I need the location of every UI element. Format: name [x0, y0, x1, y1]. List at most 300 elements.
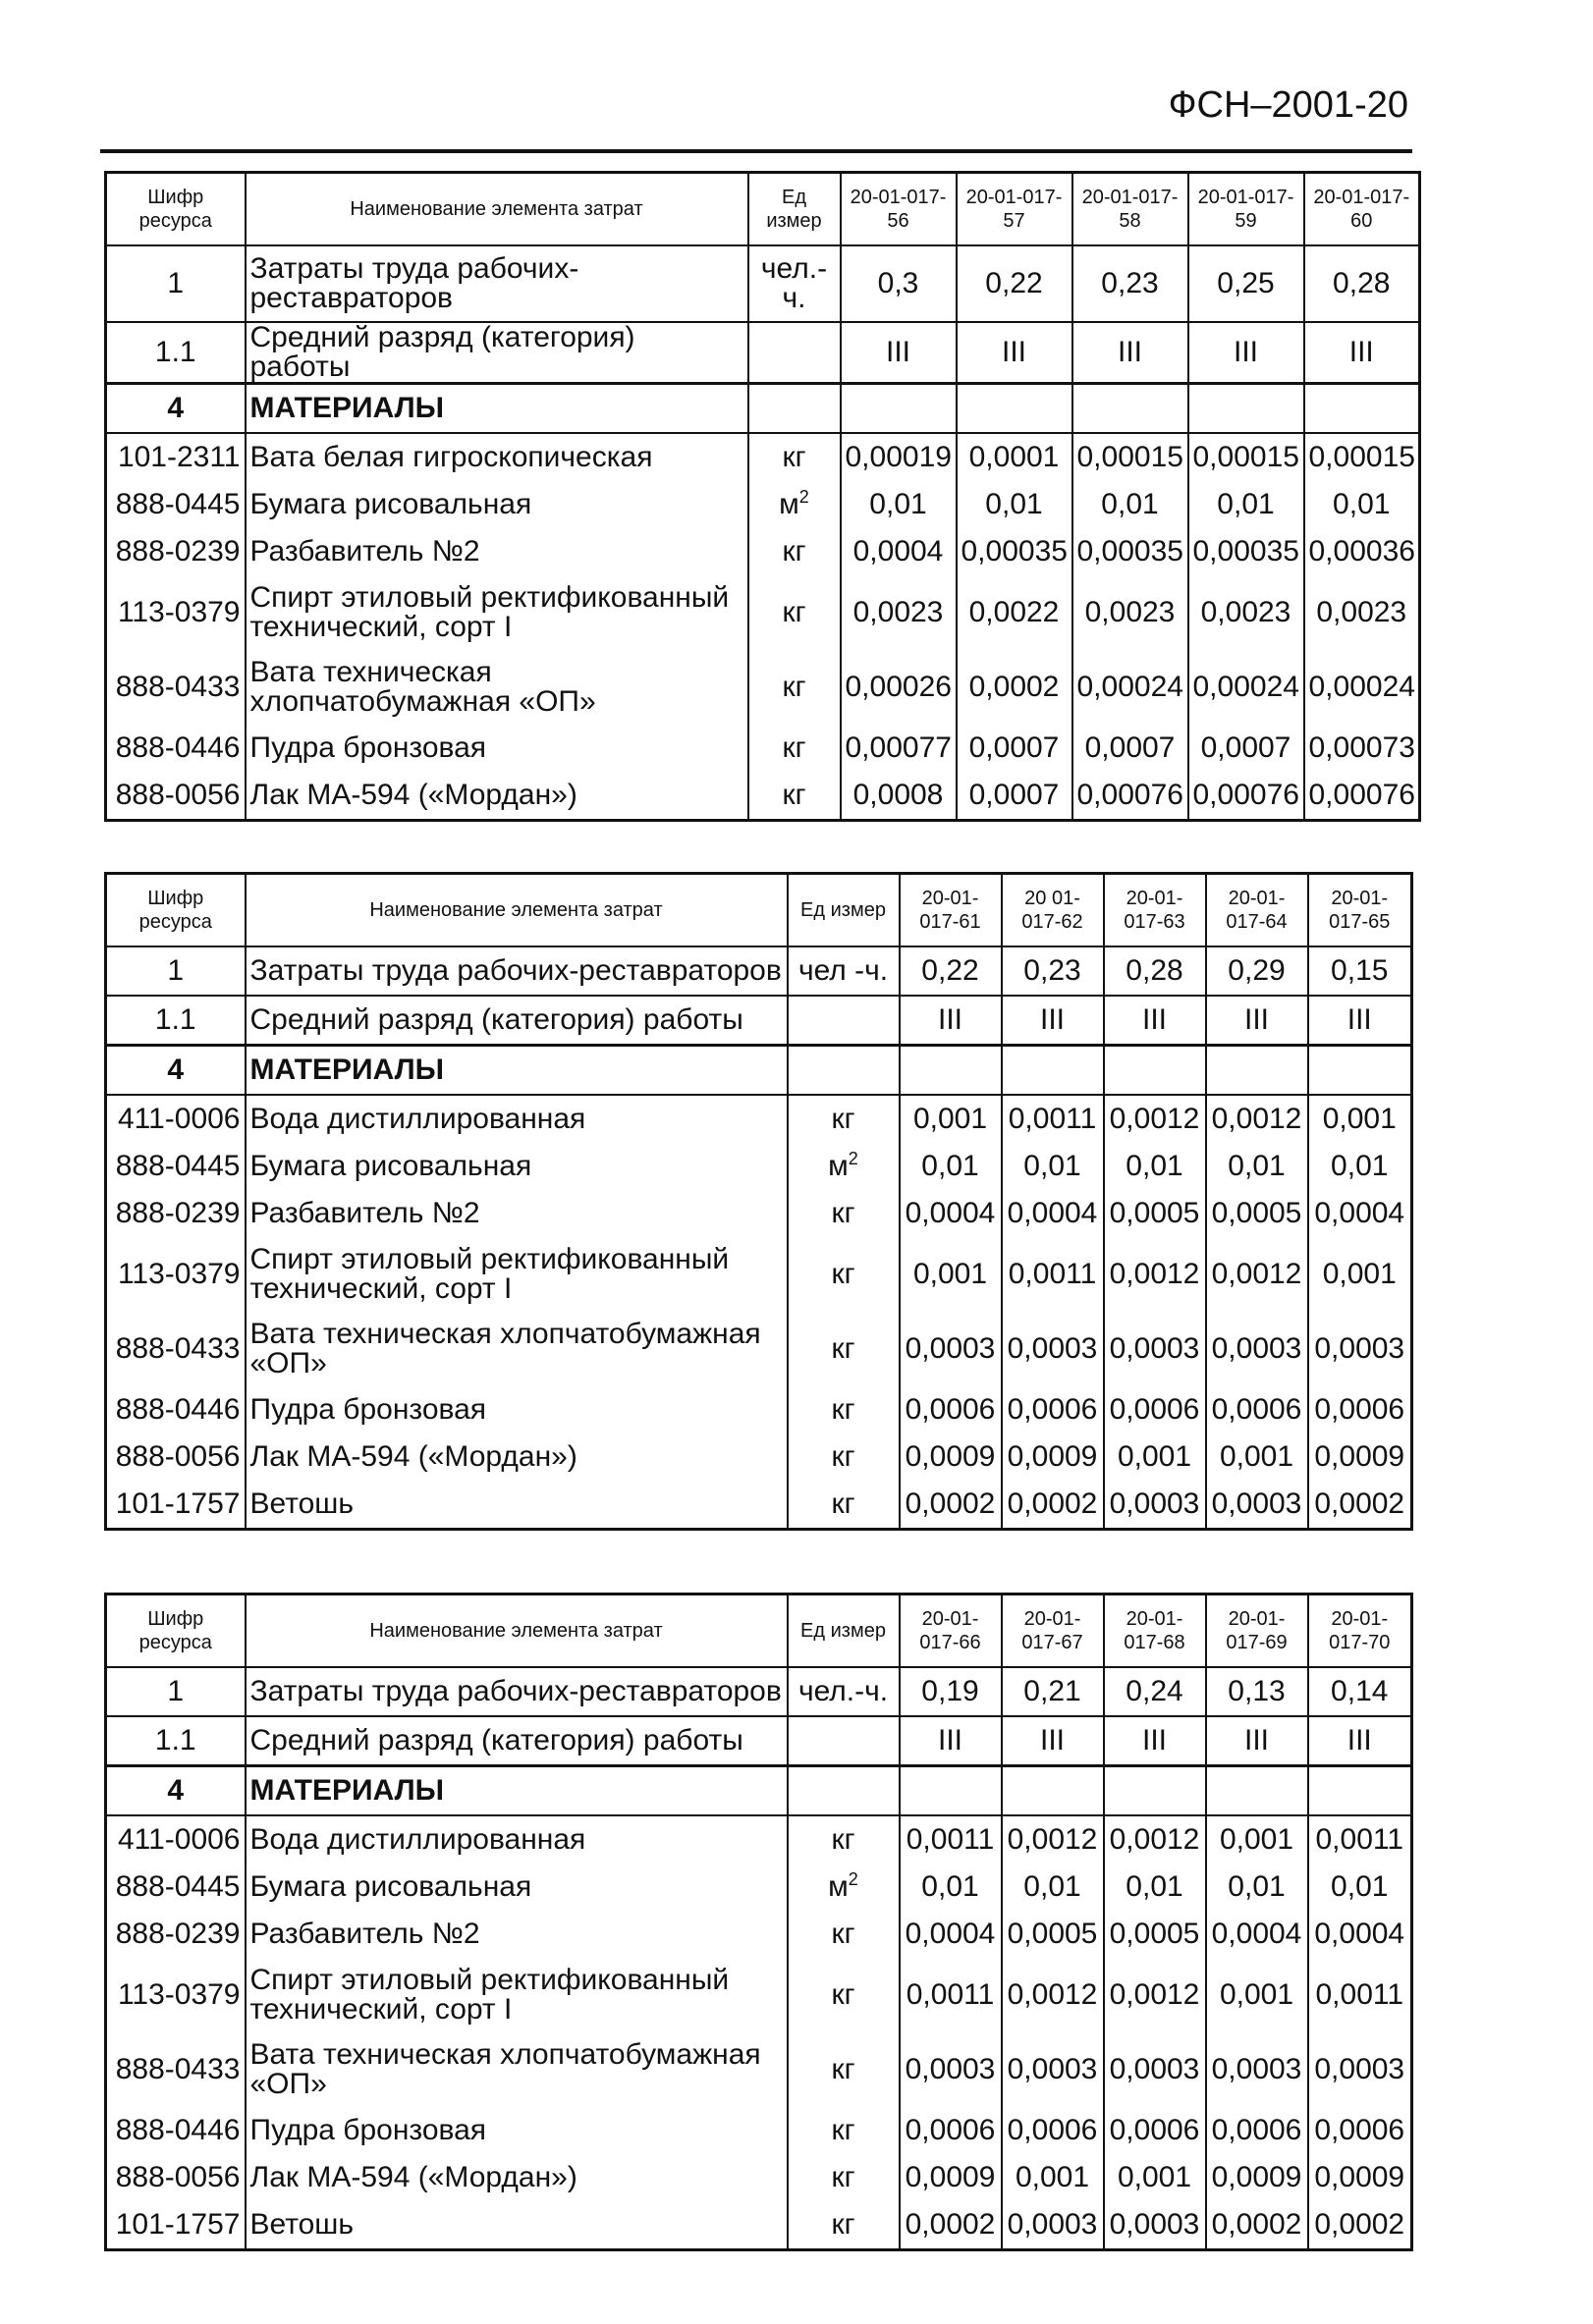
- header-norm-code: 20-01-017-70: [1308, 1594, 1412, 1668]
- row-value: III: [1002, 996, 1104, 1046]
- material-name: Спирт этиловый ректификованный технический, сорт I: [246, 1958, 788, 2032]
- table-header-row: [106, 874, 1412, 947]
- row-value: III: [1188, 322, 1304, 384]
- material-unit: кг: [788, 2154, 900, 2201]
- section-row: [106, 1766, 1412, 1816]
- material-name: Вода дистиллированная: [246, 1095, 788, 1143]
- header-unit: Ед измер: [788, 1594, 900, 1668]
- material-value: 0,0003: [1104, 1312, 1206, 1386]
- norm-table-3: [104, 1593, 1413, 2251]
- material-value: 0,0004: [1308, 1911, 1412, 1958]
- material-value: 0,0006: [1002, 2107, 1104, 2154]
- row-value: 0,22: [957, 245, 1072, 322]
- material-name: Пудра бронзовая: [246, 2107, 788, 2154]
- material-code: 888-0239: [106, 528, 246, 575]
- material-code: 113-0379: [106, 1958, 246, 2032]
- material-value: 0,001: [1104, 2154, 1206, 2201]
- material-value: 0,0023: [841, 575, 957, 650]
- material-row: [106, 725, 1420, 772]
- material-value: 0,0003: [1104, 2201, 1206, 2250]
- material-value: 0,001: [1206, 1433, 1308, 1481]
- material-row: [106, 575, 1420, 650]
- material-row: [106, 1911, 1412, 1958]
- material-value: 0,0001: [957, 433, 1072, 481]
- row-value: III: [841, 322, 957, 384]
- grade-row: [106, 1716, 1412, 1766]
- material-value: 0,0003: [1206, 1481, 1308, 1530]
- material-value: 0,00026: [841, 650, 957, 725]
- section-code: 4: [106, 384, 246, 434]
- row-code: 1: [106, 1667, 246, 1716]
- section-unit: [788, 1046, 900, 1096]
- material-row: [106, 772, 1420, 821]
- section-title: МАТЕРИАЛЫ: [246, 1766, 788, 1816]
- header-norm-code: 20-01-017-64: [1206, 874, 1308, 947]
- row-value: 0,25: [1188, 245, 1304, 322]
- material-unit: кг: [788, 1312, 900, 1386]
- material-row: [106, 2032, 1412, 2107]
- row-name: Средний разряд (категория) работы: [246, 322, 748, 384]
- material-value: 0,0005: [1002, 1911, 1104, 1958]
- row-value: 0,21: [1002, 1667, 1104, 1716]
- section-empty: [1072, 384, 1188, 434]
- header-norm-code: 20-01-017-56: [841, 173, 957, 246]
- material-value: 0,0002: [957, 650, 1072, 725]
- row-code: 1: [106, 245, 246, 322]
- material-unit: кг: [748, 433, 841, 481]
- material-value: 0,0005: [1206, 1190, 1308, 1237]
- row-value: III: [900, 1716, 1002, 1766]
- material-value: 0,0011: [1308, 1958, 1412, 2032]
- section-title: МАТЕРИАЛЫ: [246, 1046, 788, 1096]
- material-code: 888-0056: [106, 1433, 246, 1481]
- row-code: 1.1: [106, 322, 246, 384]
- material-value: 0,0006: [1002, 1386, 1104, 1433]
- material-code: 888-0446: [106, 2107, 246, 2154]
- material-value: 0,0003: [1308, 1312, 1412, 1386]
- labor-row: [106, 245, 1420, 322]
- material-value: 0,0011: [900, 1958, 1002, 2032]
- material-value: 0,01: [900, 1864, 1002, 1911]
- labor-row: [106, 1667, 1412, 1716]
- material-value: 0,0006: [900, 2107, 1002, 2154]
- material-name: Разбавитель №2: [246, 528, 748, 575]
- material-value: 0,0003: [1308, 2032, 1412, 2107]
- material-row: [106, 2201, 1412, 2250]
- material-value: 0,0002: [1002, 1481, 1104, 1530]
- section-empty: [1104, 1766, 1206, 1816]
- header-code: Шифр ресурса: [106, 874, 246, 947]
- material-name: Лак МА-594 («Мордан»): [246, 1433, 788, 1481]
- material-value: 0,00015: [1188, 433, 1304, 481]
- material-value: 0,00019: [841, 433, 957, 481]
- material-unit: $м^2$: [788, 1143, 900, 1190]
- norm-table-2: [104, 872, 1413, 1531]
- material-unit: кг: [748, 575, 841, 650]
- material-name: Бумага рисовальная: [246, 481, 748, 528]
- material-unit: кг: [788, 1911, 900, 1958]
- material-unit: кг: [788, 1815, 900, 1864]
- row-value: 0,3: [841, 245, 957, 322]
- row-unit: чел -ч.: [788, 946, 900, 996]
- material-value: 0,0006: [900, 1386, 1002, 1433]
- material-value: 0,01: [1002, 1143, 1104, 1190]
- material-value: 0,0012: [1104, 1095, 1206, 1143]
- section-empty: [1206, 1046, 1308, 1096]
- material-value: 0,0011: [1002, 1237, 1104, 1312]
- material-code: 888-0056: [106, 772, 246, 821]
- material-value: 0,0012: [1104, 1237, 1206, 1312]
- section-empty: [957, 384, 1072, 434]
- row-value: III: [957, 322, 1072, 384]
- row-name: Затраты труда рабочих-реставраторов: [246, 946, 788, 996]
- material-name: Бумага рисовальная: [246, 1143, 788, 1190]
- material-row: [106, 1237, 1412, 1312]
- row-value: 0,23: [1072, 245, 1188, 322]
- material-name: Разбавитель №2: [246, 1190, 788, 1237]
- row-value: III: [1308, 996, 1412, 1046]
- header-norm-code: 20-01-017-63: [1104, 874, 1206, 947]
- material-value: 0,0006: [1104, 1386, 1206, 1433]
- material-unit: кг: [748, 650, 841, 725]
- material-value: 0,0008: [841, 772, 957, 821]
- material-value: 0,0004: [1308, 1190, 1412, 1237]
- section-empty: [1206, 1766, 1308, 1816]
- row-value: 0,24: [1104, 1667, 1206, 1716]
- material-name: Разбавитель №2: [246, 1911, 788, 1958]
- material-value: 0,0009: [900, 1433, 1002, 1481]
- material-value: 0,01: [900, 1143, 1002, 1190]
- row-unit: [788, 1716, 900, 1766]
- material-unit: кг: [788, 2201, 900, 2250]
- row-code: 1.1: [106, 1716, 246, 1766]
- material-value: 0,00076: [1304, 772, 1420, 821]
- material-value: 0,0006: [1308, 1386, 1412, 1433]
- material-unit: кг: [788, 1386, 900, 1433]
- material-unit: кг: [748, 528, 841, 575]
- material-value: 0,0006: [1308, 2107, 1412, 2154]
- material-value: 0,0005: [1104, 1911, 1206, 1958]
- material-name: Ветошь: [246, 1481, 788, 1530]
- material-name: Ветошь: [246, 2201, 788, 2250]
- material-row: [106, 1095, 1412, 1143]
- material-value: 0,00036: [1304, 528, 1420, 575]
- material-code: 888-0056: [106, 2154, 246, 2201]
- material-value: 0,00035: [1072, 528, 1188, 575]
- material-unit: кг: [788, 1237, 900, 1312]
- material-unit: $м^2$: [788, 1864, 900, 1911]
- material-value: 0,0003: [1206, 1312, 1308, 1386]
- material-value: 0,0002: [900, 1481, 1002, 1530]
- header-name: Наименование элемента затрат: [246, 874, 788, 947]
- material-row: [106, 1481, 1412, 1530]
- material-name: Спирт этиловый ректификованный технический, сорт I: [246, 1237, 788, 1312]
- material-value: 0,0012: [1206, 1095, 1308, 1143]
- material-value: 0,0007: [957, 772, 1072, 821]
- section-code: 4: [106, 1046, 246, 1096]
- material-value: 0,00076: [1072, 772, 1188, 821]
- header-code: Шифр ресурса: [106, 1594, 246, 1668]
- material-value: 0,0012: [1002, 1958, 1104, 2032]
- material-code: 411-0006: [106, 1095, 246, 1143]
- material-value: 0,0004: [1002, 1190, 1104, 1237]
- section-empty: [1002, 1046, 1104, 1096]
- section-code: 4: [106, 1766, 246, 1816]
- material-row: [106, 2154, 1412, 2201]
- material-row: [106, 1815, 1412, 1864]
- unit-superscript: 2: [798, 487, 809, 507]
- section-empty: [1104, 1046, 1206, 1096]
- material-value: 0,001: [1206, 1815, 1308, 1864]
- header-norm-code: 20-01-017-69: [1206, 1594, 1308, 1668]
- section-unit: [788, 1766, 900, 1816]
- material-code: 888-0445: [106, 1143, 246, 1190]
- material-name: Пудра бронзовая: [246, 725, 748, 772]
- header-norm-code: 20-01-017-67: [1002, 1594, 1104, 1668]
- row-value: III: [1002, 1716, 1104, 1766]
- section-empty: [900, 1046, 1002, 1096]
- row-unit: [748, 322, 841, 384]
- material-value: 0,0003: [1002, 1312, 1104, 1386]
- material-row: [106, 1958, 1412, 2032]
- row-value: 0,22: [900, 946, 1002, 996]
- material-value: 0,01: [1206, 1864, 1308, 1911]
- section-empty: [1304, 384, 1420, 434]
- material-unit: кг: [748, 725, 841, 772]
- material-value: 0,0011: [1002, 1095, 1104, 1143]
- section-row: [106, 1046, 1412, 1096]
- material-code: 101-1757: [106, 1481, 246, 1530]
- material-value: 0,0002: [1206, 2201, 1308, 2250]
- material-value: 0,0007: [1072, 725, 1188, 772]
- row-unit: чел.-ч.: [748, 245, 841, 322]
- grade-row: [106, 322, 1420, 384]
- row-name: Средний разряд (категория) работы: [246, 1716, 788, 1766]
- material-value: 0,00024: [1188, 650, 1304, 725]
- material-value: 0,0009: [1206, 2154, 1308, 2201]
- material-value: 0,0004: [900, 1911, 1002, 1958]
- material-value: 0,01: [1308, 1864, 1412, 1911]
- row-name: Средний разряд (категория) работы: [246, 996, 788, 1046]
- material-value: 0,0009: [1308, 1433, 1412, 1481]
- material-code: 888-0446: [106, 1386, 246, 1433]
- material-row: [106, 1190, 1412, 1237]
- unit-superscript: 2: [848, 1149, 858, 1168]
- material-name: Вата техническая хлопчатобумажная «ОП»: [246, 650, 748, 725]
- material-code: 113-0379: [106, 575, 246, 650]
- material-value: 0,01: [1104, 1864, 1206, 1911]
- material-value: 0,00077: [841, 725, 957, 772]
- material-name: Пудра бронзовая: [246, 1386, 788, 1433]
- row-unit: чел.-ч.: [788, 1667, 900, 1716]
- material-code: 101-2311: [106, 433, 246, 481]
- material-value: 0,0009: [1002, 1433, 1104, 1481]
- material-unit: кг: [788, 1481, 900, 1530]
- material-value: 0,01: [1206, 1143, 1308, 1190]
- row-value: 0,15: [1308, 946, 1412, 996]
- material-value: 0,0003: [1104, 1481, 1206, 1530]
- table-header-row: [106, 1594, 1412, 1668]
- material-value: 0,00073: [1304, 725, 1420, 772]
- material-row: [106, 481, 1420, 528]
- material-code: 888-0433: [106, 650, 246, 725]
- material-unit: $м^2$: [748, 481, 841, 528]
- material-code: 888-0446: [106, 725, 246, 772]
- table-header-row: [106, 173, 1420, 246]
- row-value: III: [1206, 1716, 1308, 1766]
- row-code: 1: [106, 946, 246, 996]
- material-value: 0,00024: [1072, 650, 1188, 725]
- material-value: 0,00015: [1072, 433, 1188, 481]
- material-value: 0,01: [1072, 481, 1188, 528]
- material-value: 0,0006: [1206, 1386, 1308, 1433]
- material-row: [106, 1433, 1412, 1481]
- material-value: 0,0004: [1206, 1911, 1308, 1958]
- row-value: 0,14: [1308, 1667, 1412, 1716]
- labor-row: [106, 946, 1412, 996]
- section-row: [106, 384, 1420, 434]
- header-name: Наименование элемента затрат: [246, 1594, 788, 1668]
- grade-row: [106, 996, 1412, 1046]
- material-value: 0,0003: [1104, 2032, 1206, 2107]
- row-value: 0,28: [1304, 245, 1420, 322]
- header-norm-code: 20-01-017-57: [957, 173, 1072, 246]
- material-name: Спирт этиловый ректификованный технический, сорт I: [246, 575, 748, 650]
- document-code: ФСН–2001-20: [1168, 84, 1408, 126]
- material-value: 0,0004: [900, 1190, 1002, 1237]
- material-value: 0,0003: [1002, 2201, 1104, 2250]
- material-value: 0,0005: [1104, 1190, 1206, 1237]
- material-row: [106, 433, 1420, 481]
- material-value: 0,001: [1308, 1095, 1412, 1143]
- material-value: 0,001: [1002, 2154, 1104, 2201]
- header-norm-code: 20-01-017-59: [1188, 173, 1304, 246]
- material-value: 0,00076: [1188, 772, 1304, 821]
- section-empty: [1188, 384, 1304, 434]
- material-code: 888-0239: [106, 1911, 246, 1958]
- material-value: 0,001: [900, 1095, 1002, 1143]
- material-value: 0,0023: [1072, 575, 1188, 650]
- material-value: 0,0003: [1002, 2032, 1104, 2107]
- material-value: 0,0023: [1304, 575, 1420, 650]
- header-norm-code: 20-01-017-66: [900, 1594, 1002, 1668]
- header-rule: [100, 149, 1412, 153]
- header-norm-code: 20-01-017-65: [1308, 874, 1412, 947]
- header-norm-code: 20-01-017-58: [1072, 173, 1188, 246]
- material-value: 0,0002: [900, 2201, 1002, 2250]
- material-code: 888-0239: [106, 1190, 246, 1237]
- material-value: 0,0006: [1206, 2107, 1308, 2154]
- material-row: [106, 2107, 1412, 2154]
- section-title: МАТЕРИАЛЫ: [246, 384, 748, 434]
- row-value: III: [1308, 1716, 1412, 1766]
- header-norm-code: 20 01-017-62: [1002, 874, 1104, 947]
- row-value: 0,23: [1002, 946, 1104, 996]
- header-norm-code: 20-01-017-61: [900, 874, 1002, 947]
- header-norm-code: 20-01-017-60: [1304, 173, 1420, 246]
- row-name: Затраты труда рабочих-реставраторов: [246, 1667, 788, 1716]
- row-value: III: [900, 996, 1002, 1046]
- section-empty: [841, 384, 957, 434]
- material-name: Лак МА-594 («Мордан»): [246, 772, 748, 821]
- material-value: 0,0004: [841, 528, 957, 575]
- material-value: 0,01: [841, 481, 957, 528]
- row-value: 0,13: [1206, 1667, 1308, 1716]
- material-row: [106, 1312, 1412, 1386]
- material-value: 0,001: [1206, 1958, 1308, 2032]
- material-code: 113-0379: [106, 1237, 246, 1312]
- header-unit: Ед измер: [748, 173, 841, 246]
- section-empty: [1002, 1766, 1104, 1816]
- header-norm-code: 20-01-017-68: [1104, 1594, 1206, 1668]
- material-unit: кг: [788, 1433, 900, 1481]
- row-value: 0,29: [1206, 946, 1308, 996]
- material-value: 0,0012: [1002, 1815, 1104, 1864]
- material-value: 0,0003: [900, 1312, 1002, 1386]
- row-value: III: [1072, 322, 1188, 384]
- material-name: Вата белая гигроскопическая: [246, 433, 748, 481]
- material-value: 0,0012: [1104, 1815, 1206, 1864]
- section-empty: [1308, 1766, 1412, 1816]
- material-name: Вата техническая хлопчатобумажная «ОП»: [246, 2032, 788, 2107]
- material-code: 888-0433: [106, 2032, 246, 2107]
- material-value: 0,01: [1188, 481, 1304, 528]
- row-unit: [788, 996, 900, 1046]
- row-value: III: [1206, 996, 1308, 1046]
- material-name: Бумага рисовальная: [246, 1864, 788, 1911]
- material-value: 0,00024: [1304, 650, 1420, 725]
- material-value: 0,001: [1308, 1237, 1412, 1312]
- row-value: III: [1304, 322, 1420, 384]
- material-value: 0,0002: [1308, 2201, 1412, 2250]
- material-value: 0,00035: [957, 528, 1072, 575]
- material-value: 0,001: [1104, 1433, 1206, 1481]
- header-name: Наименование элемента затрат: [246, 173, 748, 246]
- section-empty: [900, 1766, 1002, 1816]
- row-value: III: [1104, 996, 1206, 1046]
- material-code: 888-0433: [106, 1312, 246, 1386]
- header-code: Шифр ресурса: [106, 173, 246, 246]
- row-name: Затраты труда рабочих-реставраторов: [246, 245, 748, 322]
- material-unit: кг: [748, 772, 841, 821]
- material-value: 0,01: [1308, 1143, 1412, 1190]
- material-value: 0,0007: [1188, 725, 1304, 772]
- material-value: 0,00015: [1304, 433, 1420, 481]
- material-unit: кг: [788, 1095, 900, 1143]
- material-value: 0,01: [1002, 1864, 1104, 1911]
- material-value: 0,0007: [957, 725, 1072, 772]
- material-row: [106, 1864, 1412, 1911]
- material-value: 0,0009: [900, 2154, 1002, 2201]
- material-value: 0,01: [1104, 1143, 1206, 1190]
- material-value: 0,0023: [1188, 575, 1304, 650]
- material-row: [106, 1143, 1412, 1190]
- material-code: 101-1757: [106, 2201, 246, 2250]
- material-value: 0,0002: [1308, 1481, 1412, 1530]
- material-unit: кг: [788, 1190, 900, 1237]
- material-value: 0,0006: [1104, 2107, 1206, 2154]
- material-value: 0,0003: [900, 2032, 1002, 2107]
- row-value: III: [1104, 1716, 1206, 1766]
- material-value: 0,0011: [1308, 1815, 1412, 1864]
- material-code: 888-0445: [106, 481, 246, 528]
- unit-superscript: 2: [848, 1869, 858, 1889]
- material-value: 0,0009: [1308, 2154, 1412, 2201]
- material-name: Лак МА-594 («Мордан»): [246, 2154, 788, 2201]
- material-name: Вата техническая хлопчатобумажная «ОП»: [246, 1312, 788, 1386]
- material-value: 0,0012: [1206, 1237, 1308, 1312]
- row-code: 1.1: [106, 996, 246, 1046]
